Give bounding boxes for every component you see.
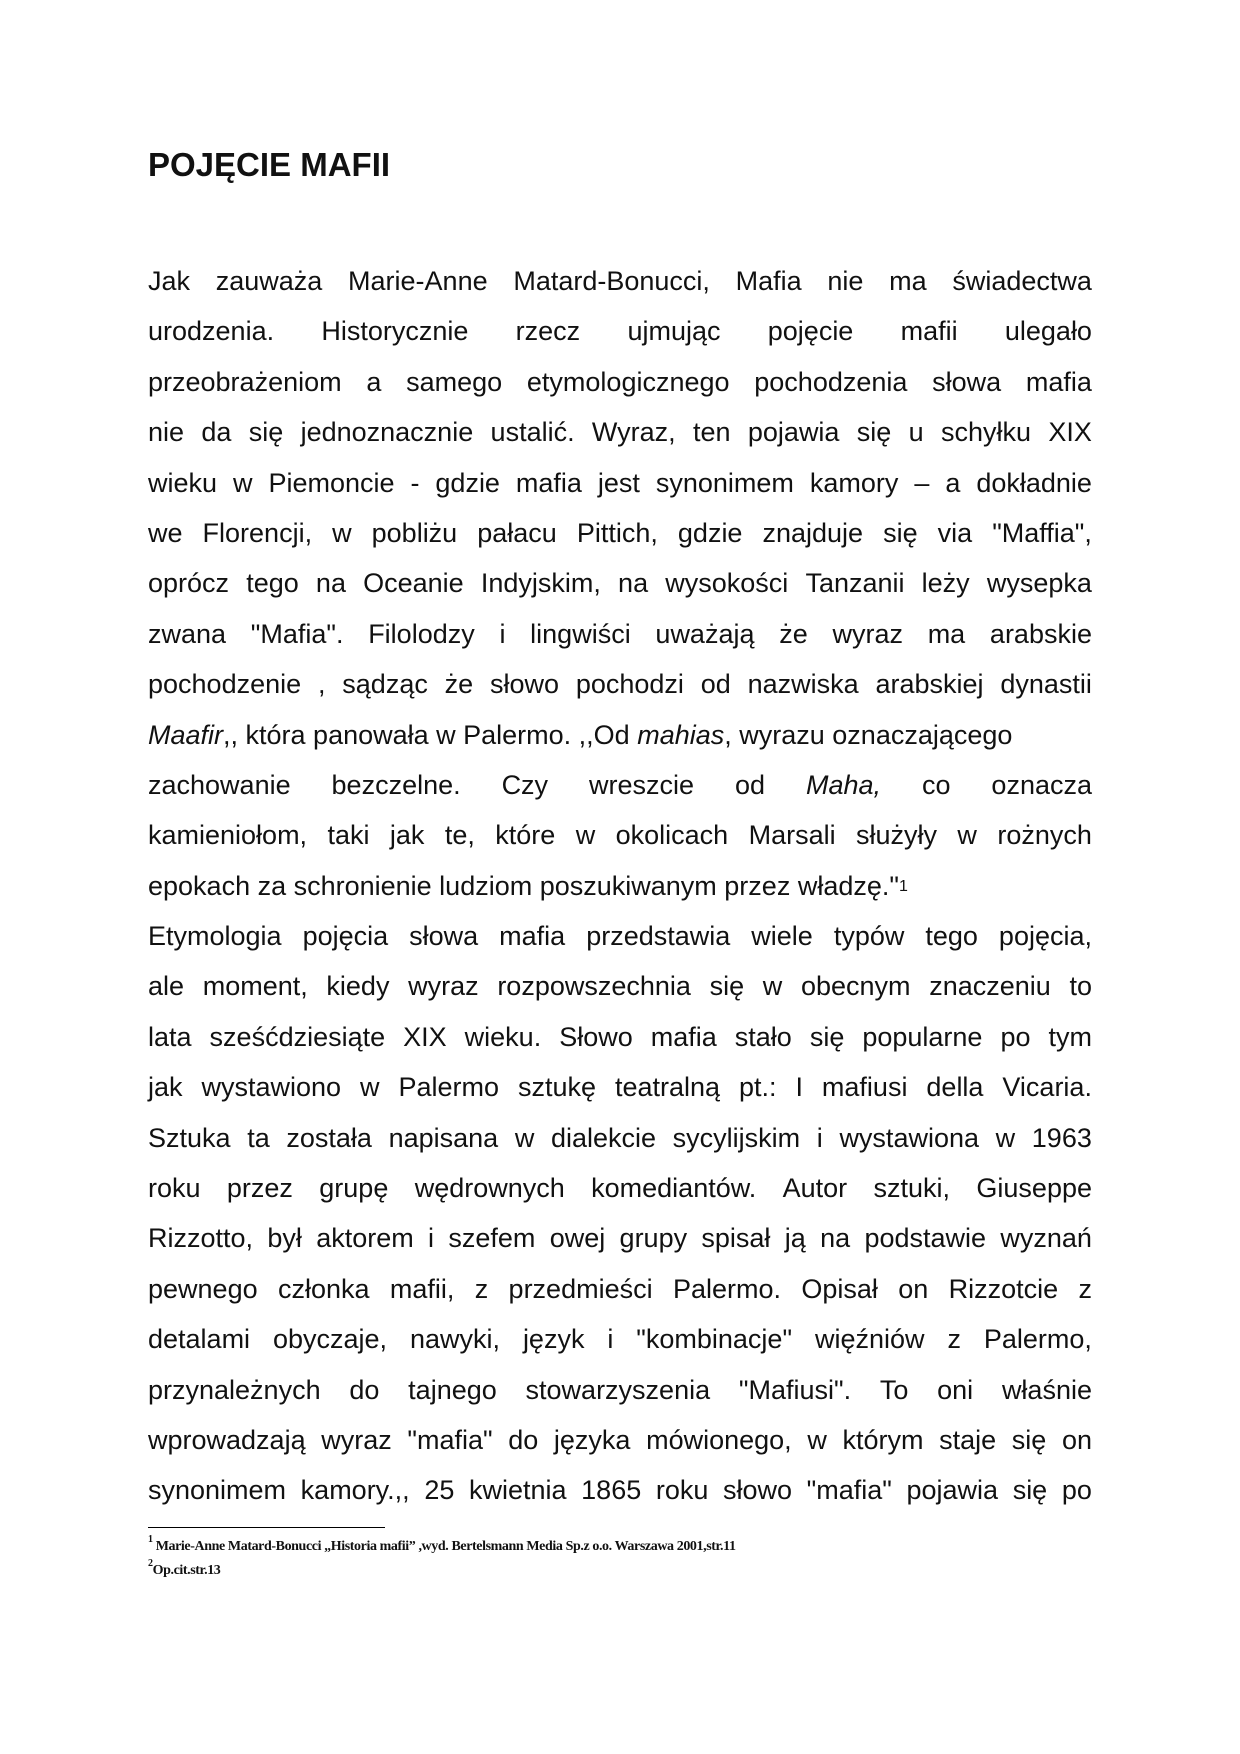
text-line	[148, 306, 1092, 356]
word: sądząc	[342, 669, 428, 700]
word: ujmując	[627, 316, 721, 347]
word: pochodzenia	[754, 366, 908, 397]
word: i	[607, 1324, 614, 1355]
word: kwietnia	[468, 1475, 567, 1506]
word: oni	[937, 1374, 974, 1405]
text-line	[148, 1012, 1092, 1062]
text-line	[148, 407, 1092, 457]
word: słowo	[723, 1475, 793, 1506]
footnote-number: 2	[148, 1558, 153, 1570]
word: "Maffia",	[992, 517, 1092, 548]
word: jak	[389, 820, 425, 851]
word: świadectwa	[952, 266, 1092, 296]
word: wyraz	[408, 971, 479, 1002]
word: Pittich,	[576, 517, 658, 548]
word: Florencji,	[202, 517, 313, 548]
word: dokładnie	[976, 467, 1092, 498]
word: Czy	[501, 769, 549, 800]
word: się	[1012, 1475, 1048, 1506]
word: ale	[148, 971, 185, 1002]
word: Sztuka	[148, 1122, 231, 1153]
word: zauważa	[215, 266, 323, 296]
text-line	[148, 508, 1092, 558]
word: grupę	[319, 1173, 389, 1204]
word: -	[410, 467, 420, 498]
word: ten	[693, 417, 731, 448]
word: pochodzenie	[148, 669, 302, 700]
word: etymologicznego	[526, 366, 730, 397]
word: na	[618, 568, 649, 599]
word: gdzie	[677, 517, 743, 548]
word: aktorem	[316, 1223, 414, 1254]
word: kiedy	[326, 971, 390, 1002]
word: w	[807, 1424, 827, 1455]
text-line	[148, 609, 1092, 659]
word: stowarzyszenia	[525, 1374, 711, 1405]
text-line	[148, 1264, 1092, 1314]
word: "mafia"	[407, 1424, 493, 1455]
word: obyczaje,	[272, 1324, 388, 1355]
word: i	[428, 1223, 435, 1254]
text-line	[148, 1062, 1092, 1112]
word: się	[856, 417, 892, 448]
word: kamory	[809, 467, 899, 498]
word: Palermo,	[983, 1324, 1092, 1355]
word: Tanzanii	[805, 568, 905, 599]
word: Oceanie	[363, 568, 464, 599]
word: rozpowszechnia	[497, 971, 691, 1002]
footnote-1	[148, 1535, 1092, 1559]
word: wysepka	[986, 568, 1092, 599]
word: wystawiono	[201, 1072, 342, 1103]
word: wyraz	[321, 1424, 392, 1455]
word: ją	[784, 1223, 806, 1254]
word: oprócz	[148, 568, 230, 599]
word: Marsali	[748, 820, 836, 851]
text-line	[148, 357, 1092, 407]
word: do	[508, 1424, 539, 1455]
word: mafia	[515, 467, 582, 498]
word: mafii	[900, 316, 958, 347]
word: z	[474, 1273, 489, 1304]
word: To	[879, 1374, 909, 1405]
word: zwana	[148, 618, 227, 649]
word: się	[248, 417, 284, 448]
word: arabskiej	[875, 669, 984, 700]
word: był	[267, 1223, 302, 1254]
word: Słowo	[559, 1021, 633, 1052]
word: Historycznie	[321, 316, 469, 347]
word: się	[1011, 1424, 1047, 1455]
word: sześćdziesiąte	[209, 1021, 386, 1052]
word: roku	[655, 1475, 709, 1506]
word: urodzenia.	[148, 316, 275, 347]
word: Matard-Bonucci,	[513, 266, 710, 296]
word: pałacu	[477, 517, 557, 548]
word: pochodzi	[575, 669, 684, 700]
word: Palermo	[398, 1072, 499, 1103]
word: obecnym	[800, 971, 911, 1002]
word: on	[898, 1273, 929, 1304]
word: Marie-Anne	[348, 266, 488, 296]
word: tego	[246, 568, 299, 599]
word: w	[332, 517, 352, 548]
word: pojęcia	[302, 921, 389, 952]
word: w	[762, 971, 783, 1002]
word: typów	[833, 921, 905, 952]
text-line	[148, 911, 1092, 961]
word: wędrownych	[414, 1173, 565, 1204]
word: i	[816, 1122, 823, 1153]
word: dynastii	[1000, 669, 1092, 700]
word: wreszcie	[589, 769, 695, 800]
text-line	[148, 1113, 1092, 1163]
word: wyznań	[1000, 1223, 1092, 1254]
text-line	[148, 256, 1092, 306]
word: pewnego	[148, 1273, 258, 1304]
italic-word: mahias	[637, 719, 725, 750]
word: ta	[247, 1122, 270, 1153]
word: od	[700, 669, 731, 700]
word: mówionego,	[646, 1424, 792, 1455]
word: znajduje	[762, 517, 864, 548]
text-line	[148, 458, 1092, 508]
word: on	[1061, 1424, 1092, 1455]
word: z	[947, 1324, 961, 1355]
word: leży	[921, 568, 970, 599]
word: sycylijskim	[672, 1122, 801, 1153]
word: Palermo.	[672, 1273, 781, 1304]
text-span: epokach za schronienie ludziom poszukiwanym przez władzę."	[148, 870, 899, 901]
word: słowo	[490, 669, 560, 700]
text-line	[148, 558, 1092, 608]
word: 1963	[1031, 1122, 1092, 1153]
word: wyraz	[832, 618, 903, 649]
word: kamieniołom,	[148, 820, 308, 851]
word: że	[779, 618, 808, 649]
word: pt.:	[738, 1072, 777, 1103]
word: więźniów	[814, 1324, 925, 1355]
word: Giuseppe	[976, 1173, 1092, 1204]
word: się	[809, 1021, 845, 1052]
word: Jak	[148, 266, 191, 296]
word: oznacza	[991, 769, 1092, 800]
word: wieku	[148, 467, 218, 498]
word: na	[820, 1223, 851, 1254]
word: grupy	[619, 1223, 688, 1254]
word: z	[1078, 1273, 1092, 1304]
text-line	[148, 1365, 1092, 1415]
word: napisana	[388, 1122, 499, 1153]
footnote-text: Marie-Anne Matard-Bonucci „Historia mafii” ,wyd. Bertelsmann Media Sp.z o.o. Warszawa 2001,str.11	[152, 1539, 736, 1554]
word: nawyki,	[409, 1324, 501, 1355]
text-line	[148, 810, 1092, 860]
word: Filolodzy	[368, 618, 475, 649]
word: się	[883, 517, 918, 548]
word: okolicach	[615, 820, 729, 851]
word: szefem	[448, 1223, 536, 1254]
word: synonimem	[655, 467, 794, 498]
word: "mafia"	[806, 1475, 892, 1506]
word: to	[1069, 971, 1092, 1002]
word: "Mafia".	[250, 618, 344, 649]
word: że	[444, 669, 474, 700]
word: stało	[734, 1021, 792, 1052]
word: przeobrażeniom	[148, 366, 342, 397]
word: bezczelne.	[331, 769, 461, 800]
word: została	[286, 1122, 372, 1153]
body-text	[148, 256, 1092, 1516]
word: tajnego	[408, 1374, 497, 1405]
word: służyły	[856, 820, 938, 851]
word: w	[514, 1122, 535, 1153]
word: schyłku	[940, 417, 1032, 448]
text-line	[148, 710, 1092, 760]
word: Etymologia	[148, 921, 282, 952]
text-line: epokach za schronienie ludziom poszukiwanym przez władzę." $^1$	[148, 861, 1092, 911]
word: uważają	[655, 618, 755, 649]
word: właśnie	[1001, 1374, 1092, 1405]
word: nie	[827, 266, 864, 296]
word: tym	[1048, 1021, 1092, 1052]
word: mafii,	[389, 1273, 455, 1304]
word: ,	[317, 669, 326, 700]
word: popularne	[862, 1021, 983, 1052]
word: arabskie	[989, 618, 1092, 649]
word: Indyjskim,	[480, 568, 601, 599]
word: lata	[148, 1021, 192, 1052]
word: "Mafiusi".	[738, 1374, 852, 1405]
word: spisał	[701, 1223, 771, 1254]
word: w	[359, 1072, 380, 1103]
word: taki	[327, 820, 370, 851]
word: staje	[939, 1424, 997, 1455]
italic-word: Maafir	[148, 719, 224, 750]
word: XIX	[1048, 417, 1092, 448]
word: a	[366, 366, 382, 397]
word: ustalić.	[490, 417, 575, 448]
page-title: POJĘCIE MAFII	[148, 146, 391, 183]
word: przez	[226, 1173, 293, 1204]
word: mafia	[650, 1021, 717, 1052]
word: w	[957, 820, 977, 851]
word: Mafia	[735, 266, 802, 296]
word: przedmieści	[508, 1273, 653, 1304]
word: pobliżu	[371, 517, 458, 548]
word: przedstawia	[586, 921, 731, 952]
word: moment,	[202, 971, 308, 1002]
word: pojęcia,	[998, 921, 1092, 952]
word: znaczeniu	[929, 971, 1051, 1002]
word: po	[1000, 1021, 1031, 1052]
word: da	[201, 417, 232, 448]
word: przynależnych	[148, 1374, 321, 1405]
word: w	[995, 1122, 1016, 1153]
word: mafiusi	[821, 1072, 908, 1103]
word: wystawiona	[839, 1122, 979, 1153]
word: ulegało	[1004, 316, 1092, 347]
word: Opisał	[801, 1273, 878, 1304]
word: ma	[927, 618, 966, 649]
word: Vicaria.	[1002, 1072, 1092, 1103]
word: którym	[842, 1424, 924, 1455]
text-line	[148, 1163, 1092, 1213]
word: jak	[148, 1072, 183, 1103]
word: które	[495, 820, 556, 851]
word: 25	[424, 1475, 455, 1506]
word: tego	[925, 921, 978, 952]
word: u	[908, 417, 924, 448]
text-line	[148, 1415, 1092, 1465]
footnote-text: Op.cit.str.13	[152, 1563, 221, 1578]
word: roku	[148, 1173, 201, 1204]
footnote-number: 1	[148, 1534, 153, 1546]
word: gdzie	[435, 467, 500, 498]
word: lingwiści	[530, 618, 631, 649]
word: ma	[889, 266, 927, 296]
word: synonimem	[148, 1475, 287, 1506]
word: a	[945, 467, 961, 498]
word: od	[734, 769, 766, 800]
text-line	[148, 961, 1092, 1011]
word: XIX	[403, 1021, 447, 1052]
word: języka	[553, 1424, 631, 1455]
text-line	[148, 659, 1092, 709]
text-line	[148, 760, 1092, 810]
word: teatralną	[614, 1072, 721, 1103]
word: rożnych	[997, 820, 1092, 851]
word: słowa	[409, 921, 479, 952]
word: na	[315, 568, 346, 599]
text-span: , wyrazu oznaczającego	[724, 719, 1013, 750]
word: della	[926, 1072, 984, 1103]
word: jest	[597, 467, 640, 498]
text-line	[148, 1314, 1092, 1364]
word: nazwiska	[747, 669, 859, 700]
word: I	[795, 1072, 803, 1103]
word: wysokości	[665, 568, 789, 599]
word: po	[1061, 1475, 1092, 1506]
footnote-2	[148, 1559, 1092, 1583]
word: do	[349, 1374, 380, 1405]
word: Rizzotcie	[948, 1273, 1059, 1304]
word: Piemoncie	[268, 467, 395, 498]
word: co	[921, 769, 951, 800]
italic-word: Maha,	[805, 769, 882, 800]
word: pojawia	[747, 417, 840, 448]
word: w	[575, 820, 596, 851]
word: wprowadzają	[148, 1424, 306, 1455]
word: Rizzotto,	[148, 1223, 254, 1254]
word: ,	[873, 769, 882, 800]
word: i	[499, 618, 506, 649]
word: pojęcie	[767, 316, 854, 347]
word: via	[937, 517, 973, 548]
word: pojawia	[906, 1475, 999, 1506]
word: słowa	[932, 366, 1002, 397]
word: dialekcie	[550, 1122, 657, 1153]
word: Autor	[782, 1173, 848, 1204]
text-line	[148, 1213, 1092, 1263]
word: sztukę	[517, 1072, 596, 1103]
word: rzecz	[515, 316, 581, 347]
word: "kombinacje"	[636, 1324, 793, 1355]
word: w	[232, 467, 253, 498]
word: –	[914, 467, 930, 498]
word: komediantów.	[591, 1173, 757, 1204]
word: detalami	[148, 1324, 251, 1355]
word: zachowanie	[148, 769, 291, 800]
word: wiele	[751, 921, 813, 952]
word: mafia	[499, 921, 566, 952]
word: jednoznacznie	[300, 417, 474, 448]
word: wieku.	[464, 1021, 542, 1052]
word: mafia	[1025, 366, 1092, 397]
word: 1865	[581, 1475, 642, 1506]
footnotes	[148, 1535, 1092, 1583]
word: podstawie	[864, 1223, 987, 1254]
footnote-separator	[148, 1527, 385, 1528]
word: język	[522, 1324, 585, 1355]
word: się	[709, 971, 745, 1002]
word: Wyraz,	[591, 417, 676, 448]
word: samego	[406, 366, 503, 397]
word: nie	[148, 417, 185, 448]
word: we	[148, 517, 183, 548]
text-line	[148, 1465, 1092, 1515]
word: kamory.,,	[300, 1475, 410, 1506]
word: te,	[444, 820, 475, 851]
word: sztuki,	[873, 1173, 951, 1204]
text-span: ,, która panowała w Palermo. ,,Od	[223, 719, 638, 750]
word: owej	[549, 1223, 606, 1254]
word: członka	[277, 1273, 370, 1304]
